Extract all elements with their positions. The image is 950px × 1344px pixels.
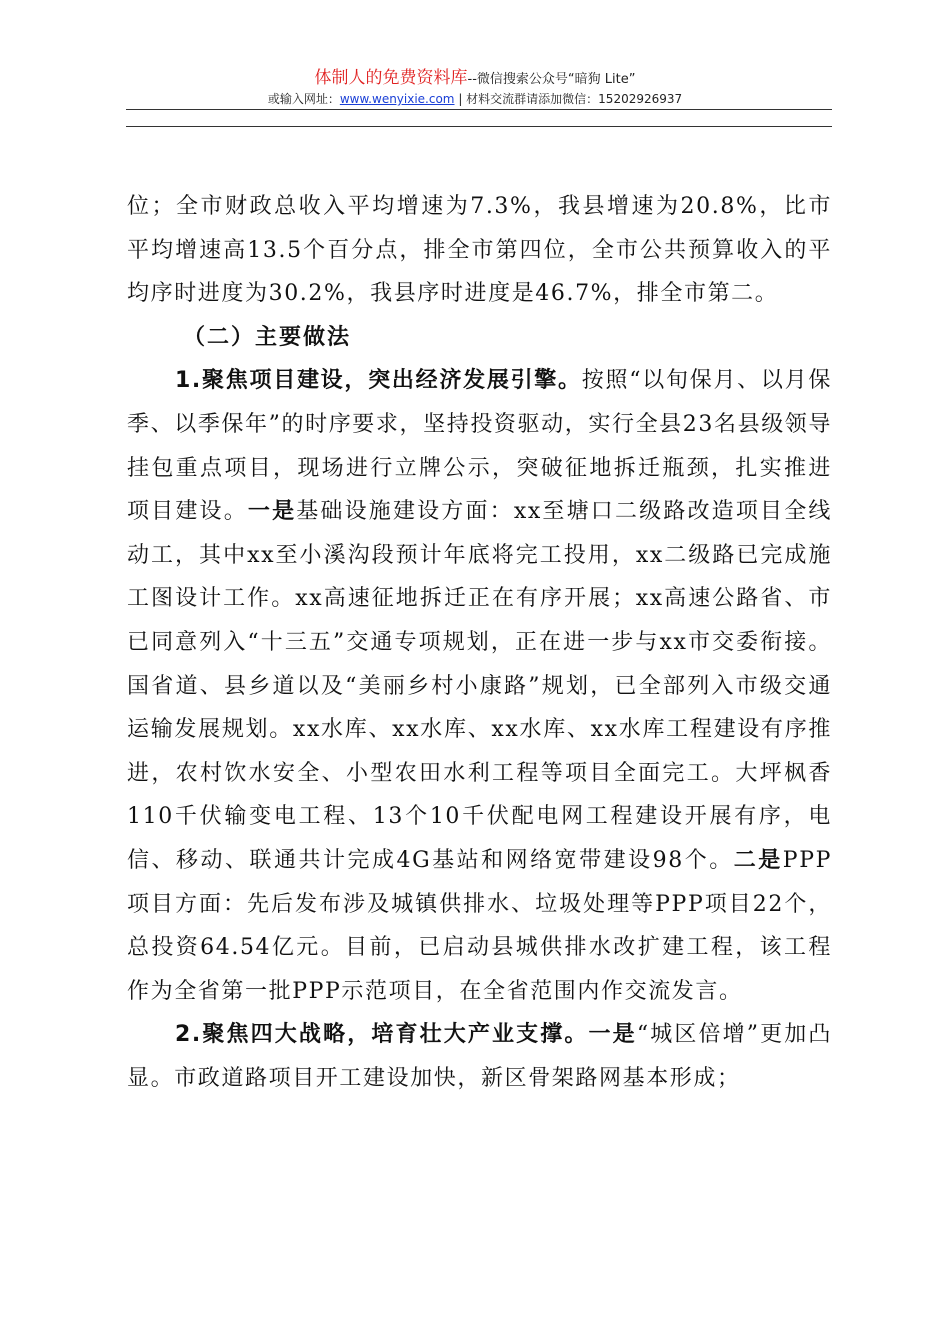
header-tagline: --微信搜索公众号“暗狗 Lite” (467, 72, 636, 87)
paragraph-3-mark-1: 一是 (588, 1022, 637, 1048)
header-brand: 体制人的免费资料库 (314, 68, 468, 88)
paragraph-2 (127, 359, 832, 1013)
document-body (127, 185, 832, 1100)
page-header (0, 68, 950, 108)
paragraph-3-title: 2.聚焦四大战略，培育壮大产业支撑。 (175, 1022, 589, 1048)
paragraph-3 (127, 1013, 832, 1100)
header-divider (126, 126, 832, 127)
paragraph-2-text-3: PPP项目方面：先后发布涉及城镇供排水、垃圾处理等PPP项目22个，总投资64.54亿元。目前，已启动县城供排水改扩建工程，该工程作为全省第一批PPP示范项目，在全省范围内作交流发言。 (127, 847, 833, 1004)
paragraph-2-text-2: 基础设施建设方面：xx至塘口二级路改造项目全线动工，其中xx至小溪沟段预计年底将完工投用，xx二级路已完成施工图设计工作。xx高速征地拆迁正在有序开展；xx高速公路省、市已同意列入“十三五”交通专项规划，正在进一步与xx市交委衔接。国省道、县乡道以及“美丽乡村小康路”规划，已全部列入市级交通运输发展规划。xx水库、xx水库、xx水库、xx水库工程建设有序推进，农村饮水安全、小型农田水利工程等项目全面完工。大坪枫香110千伏输变电工程、13个10千伏配电网工程建设开展有序，电信、移动、联通共计完成4G基站和网络宽带建设98个。 (127, 499, 832, 873)
section-heading: （二）主要做法 (183, 324, 352, 350)
paragraph-2-mark-1: 一是 (247, 499, 297, 525)
paragraph-3-text-1: “城区倍增”更加凸显。市政道路项目开工建设加快，新区骨架路网基本形成； (127, 1022, 832, 1091)
paragraph-2-text-1: 按照“以旬保月、以月保季、以季保年”的时序要求，坚持投资驱动，实行全县23名县级领导挂包重点项目，现场进行立牌公示，突破征地拆迁瓶颈，扎实推进项目建设。 (127, 368, 832, 525)
paragraph-2-title: 1.聚焦项目建设，突出经济发展引擎。 (175, 368, 582, 394)
header-contact (0, 90, 950, 108)
header-divider-thin (126, 109, 832, 110)
header-banner (0, 68, 950, 90)
header-url-link[interactable]: www.wenyixie.com (339, 92, 455, 106)
header-wechat-note: | 材料交流群请添加微信：15202926937 (454, 92, 683, 106)
paragraph-1: 位；全市财政总收入平均增速为7.3%，我县增速为20.8%，比市平均增速高13.5个百分点，排全市第四位，全市公共预算收入的平均序时进度为30.2%，我县序时进度是46.7%，排全市第二。 (127, 194, 832, 307)
header-url-prefix: 或输入网址： (267, 92, 340, 106)
paragraph-2-mark-2: 二是 (733, 847, 783, 873)
